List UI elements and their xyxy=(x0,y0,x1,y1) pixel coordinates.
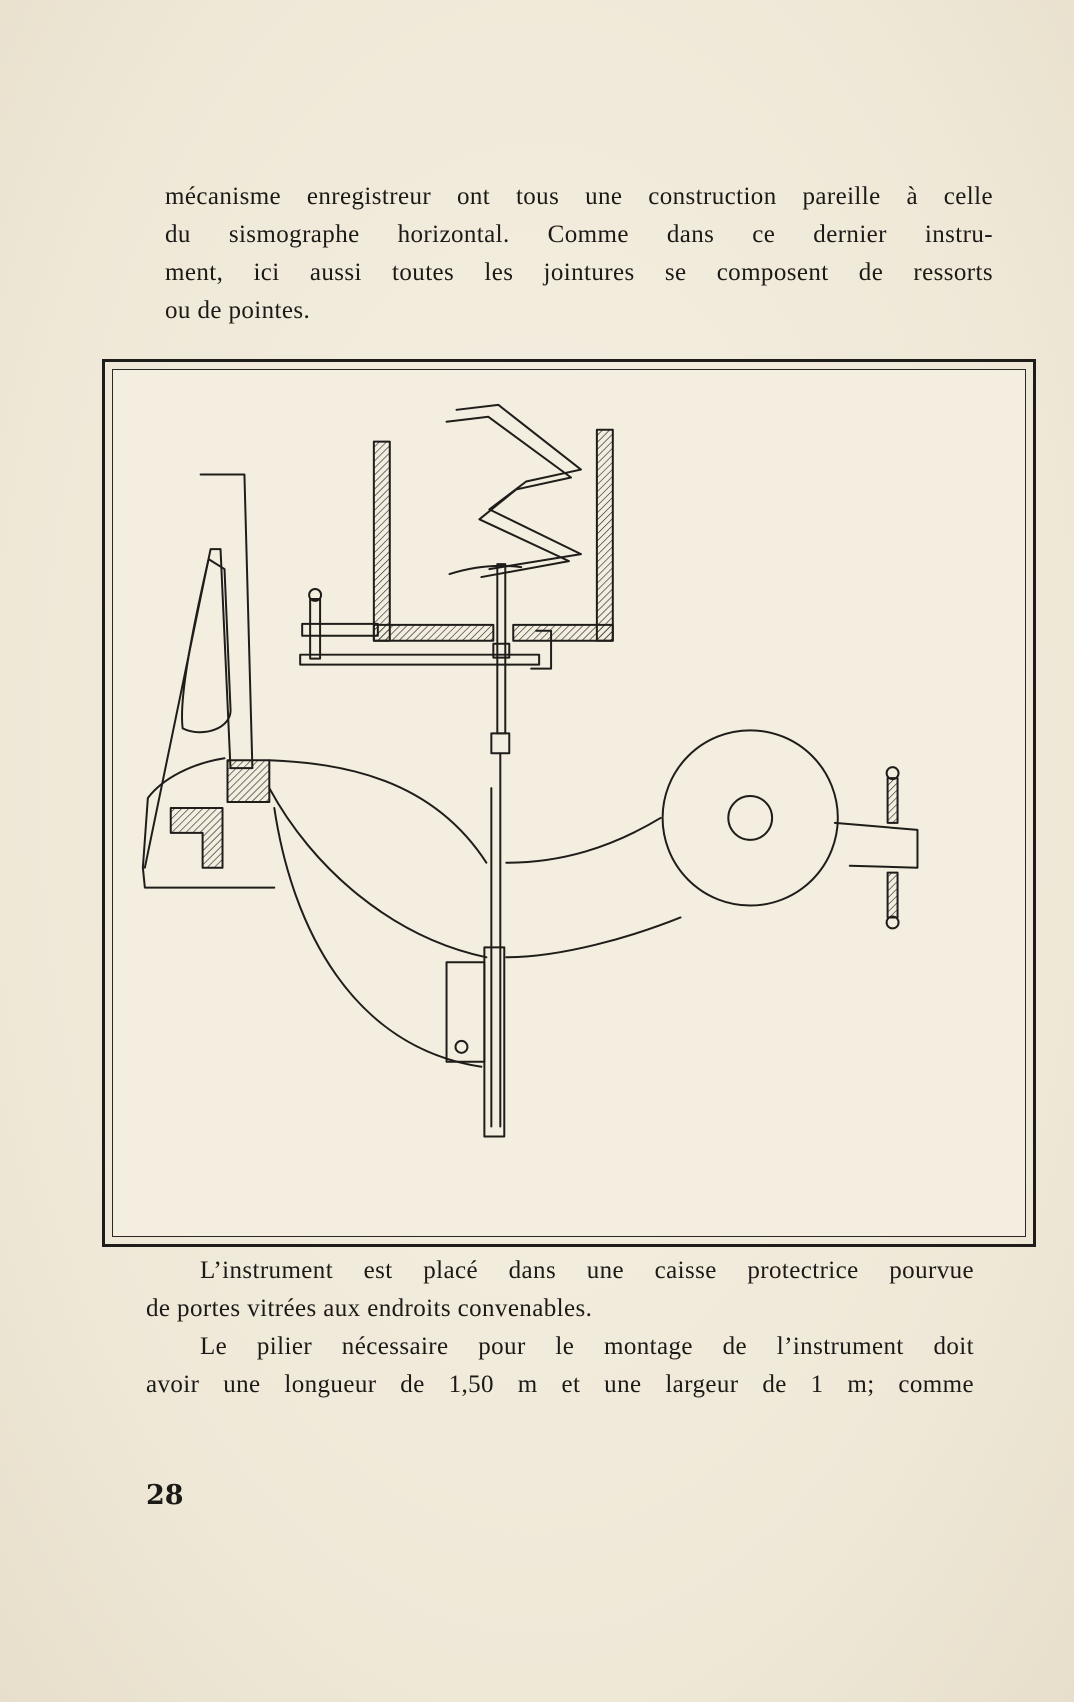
paragraph-bottom xyxy=(146,1252,974,1404)
left-frame xyxy=(143,475,274,888)
text-line: avoir une longueur de 1,50 m et une largeur de 1 m; comme xyxy=(146,1371,974,1398)
vertical-shaft xyxy=(484,564,509,1136)
paragraph-top xyxy=(165,178,993,330)
text-line: Le pilier nécessaire pour le montage de l’instrument doit xyxy=(200,1333,974,1360)
container-walls xyxy=(374,430,613,641)
text-line: mécanisme enregistreur ont tous une construction pareille à celle xyxy=(165,183,993,210)
text-line: du sismographe horizontal. Comme dans ce dernier instru- xyxy=(165,221,993,248)
lever-arms xyxy=(269,760,680,1067)
text-line: de portes vitrées aux endroits convenables. xyxy=(146,1295,593,1322)
text-line: L’instrument est placé dans une caisse protectrice pourvue xyxy=(200,1257,974,1284)
seismograph-drawing xyxy=(113,370,1025,1236)
figure-inner xyxy=(112,369,1026,1237)
text-line: ment, ici aussi toutes les jointures se composent de ressorts xyxy=(165,259,993,286)
right-screws xyxy=(887,767,899,928)
text-line: ou de pointes. xyxy=(165,297,311,324)
page-number: 28 xyxy=(146,1480,184,1511)
lower-box xyxy=(447,962,485,1062)
spring-icon xyxy=(447,405,581,577)
mass-disc xyxy=(663,730,918,905)
figure-frame xyxy=(102,359,1036,1247)
